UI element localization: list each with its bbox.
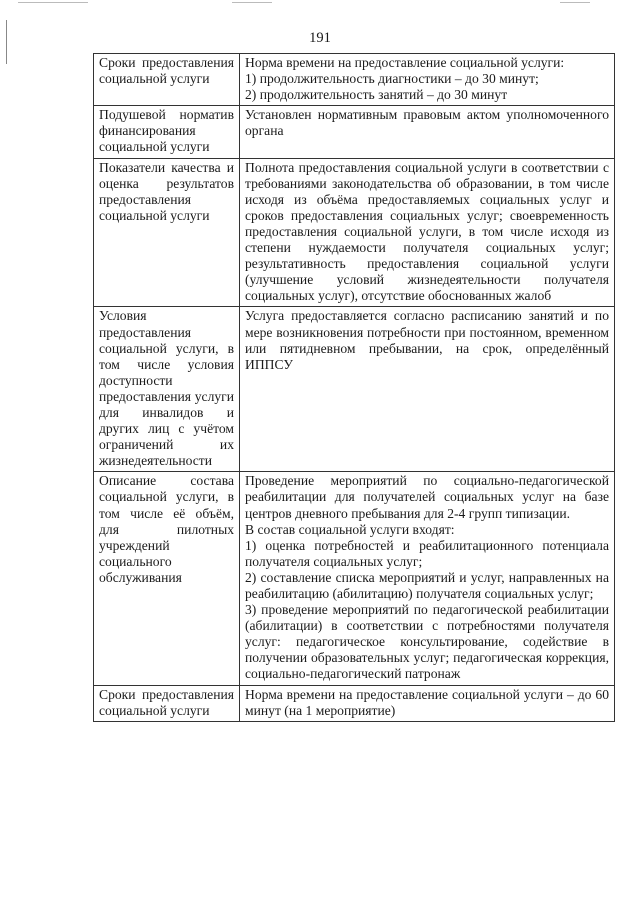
row-label: Описание состава социальной услуги, в том числе её объём, для пилотных учреждений социального обслуживания	[94, 472, 240, 685]
row-value	[240, 106, 615, 158]
value-line: Норма времени на предоставление социальной услуги – до 60 минут (на 1 мероприятие)	[245, 686, 609, 718]
row-value	[240, 54, 615, 106]
value-line: Проведение мероприятий по социально-педагогической реабилитации для получателей социальных услуг на базе центров дневного пребывания для 2-4 групп типизации.	[245, 473, 609, 521]
row-label: Сроки предоставления социальной услуги	[94, 54, 240, 106]
row-label: Показатели качества и оценка результатов предоставления социальной услуги	[94, 158, 240, 307]
row-label: Сроки предоставления социальной услуги	[94, 685, 240, 721]
row-label: Подушевой норматив финансирования социальной услуги	[94, 106, 240, 158]
table-row	[94, 158, 615, 307]
page-number: 191	[309, 30, 331, 46]
value-line: 1) оценка потребностей и реабилитационного потенциала получателя социальных услуг;	[245, 537, 609, 569]
table-row	[94, 307, 615, 472]
row-value	[240, 685, 615, 721]
value-line: 2) составление списка мероприятий и услуг, направленных на реабилитацию (абилитацию) получателя социальных услуг;	[245, 569, 609, 601]
value-line: 2) продолжительность занятий – до 30 минут	[245, 87, 508, 103]
scan-edge-mark	[232, 2, 272, 3]
table-row	[94, 54, 615, 106]
table-row	[94, 685, 615, 721]
service-table	[93, 53, 615, 722]
scan-edge-mark	[18, 2, 88, 3]
row-value	[240, 158, 615, 307]
scan-edge-mark	[560, 2, 590, 3]
value-line: Установлен нормативным правовым актом уполномоченного органа	[245, 107, 609, 139]
value-line: Полнота предоставления социальной услуги в соответствии с требованиями законодательства об образовании, в том числе исходя из объёма предоставляемых социальных услуг и сроков предоставления социальных услуг; своевременность предоставления социальной услуги, в том числе исходя из степени нуждаемости получателя социальных услуг; результативность предоставления социальной услуги (улучшение условий жизнедеятельности получателя социальных услуг), отсутствие обоснованных жалоб	[245, 159, 609, 304]
value-line: 1) продолжительность диагностики – до 30 минут;	[245, 71, 539, 87]
row-label: Условия предоставления социальной услуги, в том числе условия доступности предоставления услуги для инвалидов и других лиц с учётом ограничений их жизнедеятельности	[94, 307, 240, 472]
value-line: 3) проведение мероприятий по педагогической реабилитации (абилитации) в соответствии с потребностями получателя услуг: педагогическое консультирование, содействие в получении образовательных услуг; педагогическая коррекция, социально-педагогический патронаж	[245, 602, 609, 682]
table-row	[94, 472, 615, 685]
row-value	[240, 307, 615, 472]
row-value	[240, 472, 615, 685]
value-line: Норма времени на предоставление социальной услуги:	[245, 55, 565, 70]
value-line: Услуга предоставляется согласно расписанию занятий и по мере возникновения потребности при постоянном, временном или пятидневном пребывании, на срок, определённый ИППСУ	[245, 308, 609, 372]
value-line: В состав социальной услуги входят:	[245, 521, 455, 537]
table-row	[94, 106, 615, 158]
